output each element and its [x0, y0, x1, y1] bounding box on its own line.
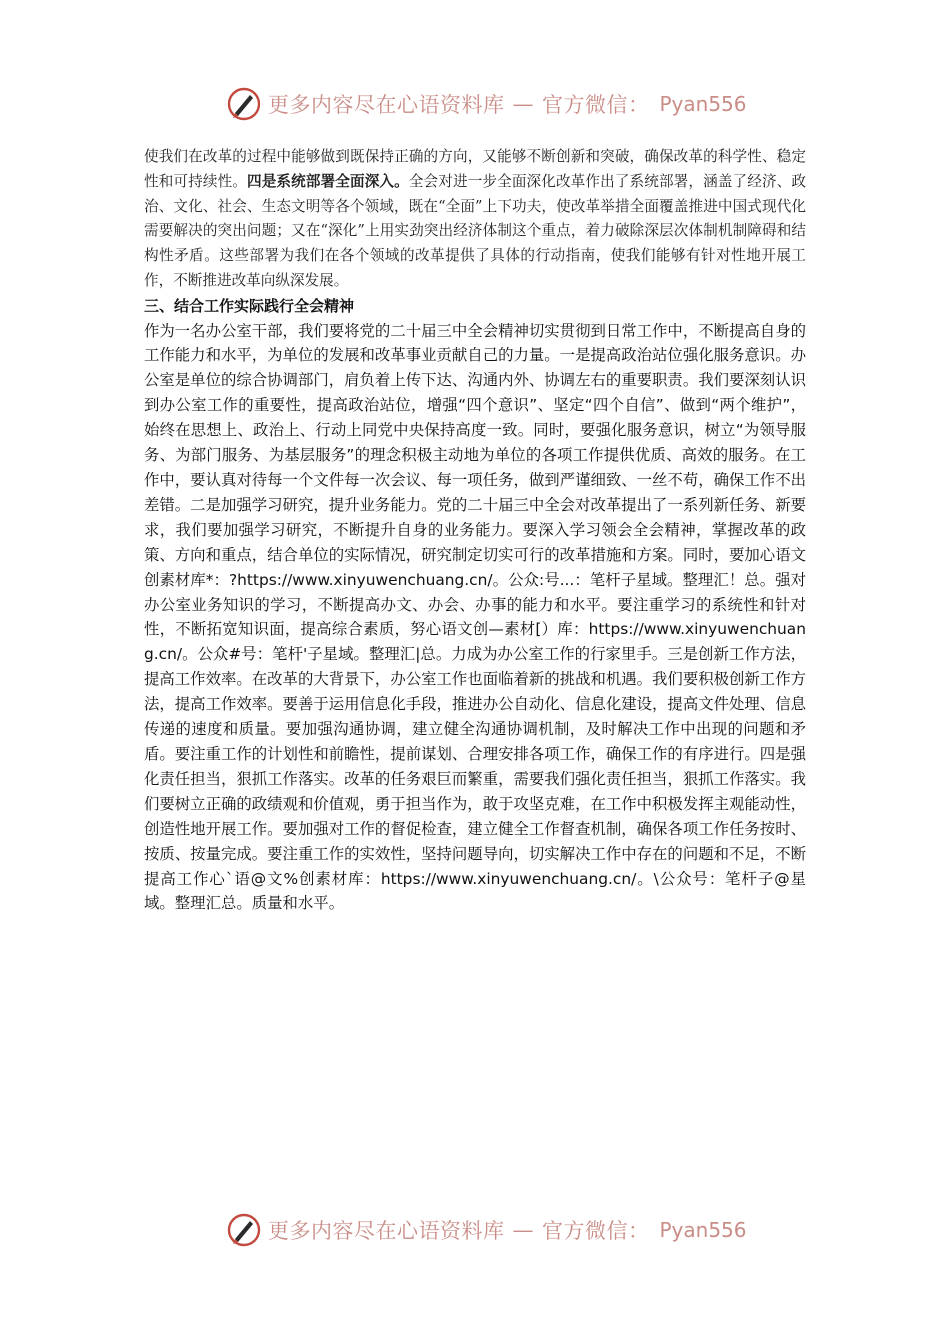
pen-logo-icon	[226, 1212, 262, 1248]
paragraph-section2-tail	[144, 145, 806, 294]
banner-wechat-id: Pyan556	[659, 1218, 747, 1242]
footer-banner	[226, 1208, 747, 1252]
banner-wechat-id: Pyan556	[659, 92, 747, 116]
banner-separator: —	[512, 92, 534, 116]
section-heading: 三、结合工作实际践行全会精神	[144, 296, 355, 315]
paragraph-text: 全会对进一步全面深化改革作出了系统部署，涵盖了经济、政治、文化、社会、生态文明等各个领域，既在“全面”上下功夫，使改革举措全面覆盖推进中国式现代化需要解决的突出问题；又在“深化”上用实劲突出经济体制这个重点，着力破除深层次体制机制障碍和结构性矛盾。这些部署为我们在各个领域的改革提供了具体的行动指南，使我们能够有针对性地开展工作，不断推进改革向纵深发展。	[144, 172, 806, 289]
banner-text: 更多内容尽在心语资料库	[268, 93, 505, 117]
bold-lead-phrase: 四是系统部署全面深入。	[247, 172, 409, 190]
banner-separator: —	[512, 1218, 534, 1242]
paragraph-section3-body: 作为一名办公室干部，我们要将党的二十届三中全会精神切实贯彻到日常工作中，不断提高自身的工作能力和水平，为单位的发展和改革事业贡献自己的力量。一是提高政治站位强化服务意识。办公室是单位的综合协调部门，肩负着上传下达、沟通内外、协调左右的重要职责。我们要深刻认识到办公室工作的重要性，提高政治站位，增强“四个意识”、坚定“四个自信”、做到“两个维护”，始终在思想上、政治上、行动上同党中央保持高度一致。同时，要强化服务意识，树立“为领导服务、为部门服务、为基层服务”的理念积极主动地为单位的各项工作提供优质、高效的服务。在工作中，要认真对待每一个文件每一次会议、每一项任务，做到严谨细致、一丝不苟，确保工作不出差错。二是加强学习研究，提升业务能力。党的二十届三中全会对改革提出了一系列新任务、新要求，我们要加强学习研究，不断提升自身的业务能力。要深入学习领会全会精神，掌握改革的政策、方向和重点，结合单位的实际情况，研究制定切实可行的改革措施和方案。同时，要加心语文创素材库*：?https://www.xinyuwenchuang.cn/。公众:号...：笔杆子星域。整理汇！总。强对办公室业务知识的学习，不断提高办文、办会、办事的能力和水平。要注重学习的系统性和针对性，不断拓宽知识面，提高综合素质，努心语文创—素材[）库：https://www.xinyuwenchuang.cn/。公众#号：笔杆'子星域。整理汇|总。力成为办公室工作的行家里手。三是创新工作方法，提高工作效率。在改革的大背景下，办公室工作也面临着新的挑战和机遇。我们要积极创新工作方法，提高工作效率。要善于运用信息化手段，推进办公自动化、信息化建设，提高文件处理、信息传递的速度和质量。要加强沟通协调，建立健全沟通协调机制，及时解决工作中出现的问题和矛盾。要注重工作的计划性和前瞻性，提前谋划、合理安排各项工作，确保工作的有序进行。四是强化责任担当，狠抓工作落实。改革的任务艰巨而繁重，需要我们强化责任担当，狠抓工作落实。我们要树立正确的政绩观和价值观，勇于担当作为，敢于攻坚克难，在工作中积极发挥主观能动性，创造性地开展工作。要加强对工作的督促检查，建立健全工作督查机制，确保各项工作任务按时、按质、按量完成。要注重工作的实效性，坚持问题导向，切实解决工作中存在的问题和不足，不断提高工作心`语@文%创素材库：https://www.xinyuwenchuang.cn/。\公众号：笔杆子@星域。整理汇总。质量和水平。	[144, 321, 806, 913]
banner-text: 更多内容尽在心语资料库	[268, 1219, 505, 1243]
banner-wechat-label: 官方微信：	[542, 1219, 650, 1243]
paragraph-text: 使我们在改革的过程中能够做到既保持正确的方向，又能够不断创新和突破，确保改革的科学性、稳定性和可持续性。	[144, 148, 806, 190]
document-body	[144, 145, 806, 916]
pen-logo-icon	[226, 86, 262, 122]
header-banner	[226, 82, 747, 126]
banner-wechat-label: 官方微信：	[542, 93, 650, 117]
